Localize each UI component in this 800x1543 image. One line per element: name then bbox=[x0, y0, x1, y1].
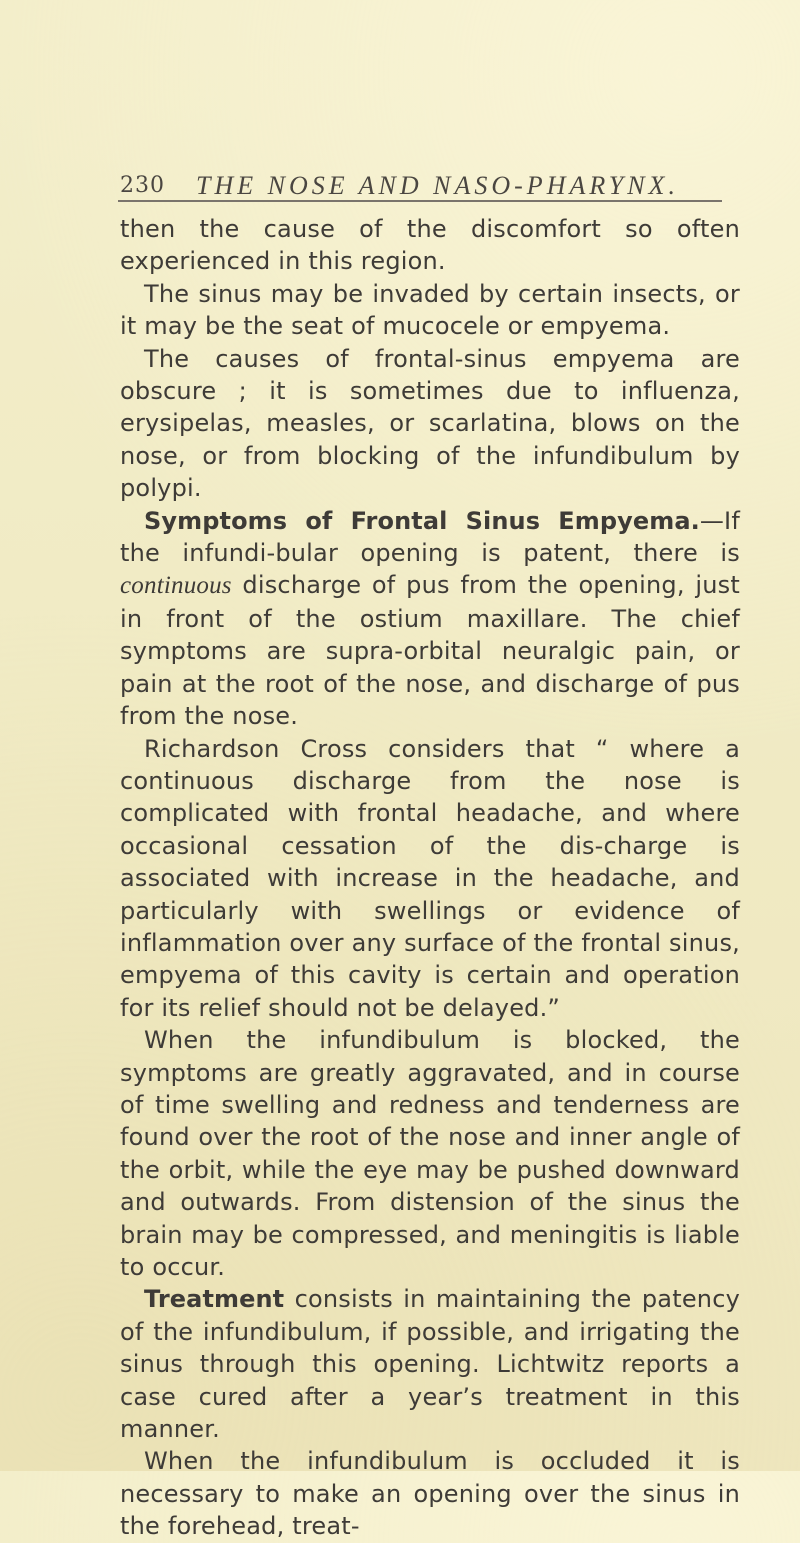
paragraph-symptoms bbox=[120, 505, 740, 733]
paragraph-treatment bbox=[120, 1283, 740, 1445]
symptoms-text-a: —If the infundi-bular opening is patent, there is bbox=[120, 506, 740, 568]
paragraph-occluded: When the infundibulum is occluded it is necessary to make an opening over the sinus in the forehead, treat- bbox=[120, 1447, 740, 1541]
paragraph-causes: The causes of frontal-sinus empyema are obscure ; it is sometimes due to influenza, erysipelas, measles, or scarlatina, blows on the nose, or from blocking of the infundibulum by polypi. bbox=[120, 344, 740, 503]
symptoms-text-b: discharge of pus from the opening, just in front of the ostium maxillare. The chief symptoms are supra-orbital neuralgic pain, or pain at the root of the nose, and discharge of pus from the nose. bbox=[120, 571, 740, 731]
paragraph-insects: The sinus may be invaded by certain insects, or it may be the seat of mucocele or empyema. bbox=[120, 279, 740, 341]
paragraph-continuation: then the cause of the discomfort so often experienced in this region. bbox=[120, 215, 740, 276]
section-heading-treatment: Treatment bbox=[144, 1285, 285, 1314]
section-heading-symptoms: Symptoms of Frontal Sinus Empyema. bbox=[144, 506, 700, 535]
page-number: 230 bbox=[120, 173, 165, 198]
header-rule bbox=[118, 200, 722, 202]
body-text bbox=[120, 213, 740, 1543]
treatment-text: consists in maintaining the patency of the infundibulum, if possible, and irrigating the sinus through this opening. Lichtwitz reports a case cured after a year’s treatment in this manner. bbox=[120, 1285, 740, 1444]
running-head bbox=[120, 168, 720, 204]
symptoms-italic-word: continuous bbox=[120, 572, 232, 600]
paragraph-richardson-cross: Richardson Cross considers that “ where a continuous discharge from the nose is complicated with frontal headache, and where occasional cessation of the dis-charge is associated with increase in the headache, and particularly with swellings or evidence of inflammation over any surface of the frontal sinus, empyema of this cavity is certain and operation for its relief should not be delayed.” bbox=[120, 734, 740, 1022]
paragraph-infundibulum-blocked: When the infundibulum is blocked, the symptoms are greatly aggravated, and in course of time swelling and redness and tenderness are found over the root of the nose and inner angle of the orbit, while the eye may be pushed downward and outwards. From distension of the sinus the brain may be compressed, and meningitis is liable to occur. bbox=[120, 1026, 740, 1281]
running-title: THE NOSE AND NASO-PHARYNX. bbox=[196, 171, 679, 200]
